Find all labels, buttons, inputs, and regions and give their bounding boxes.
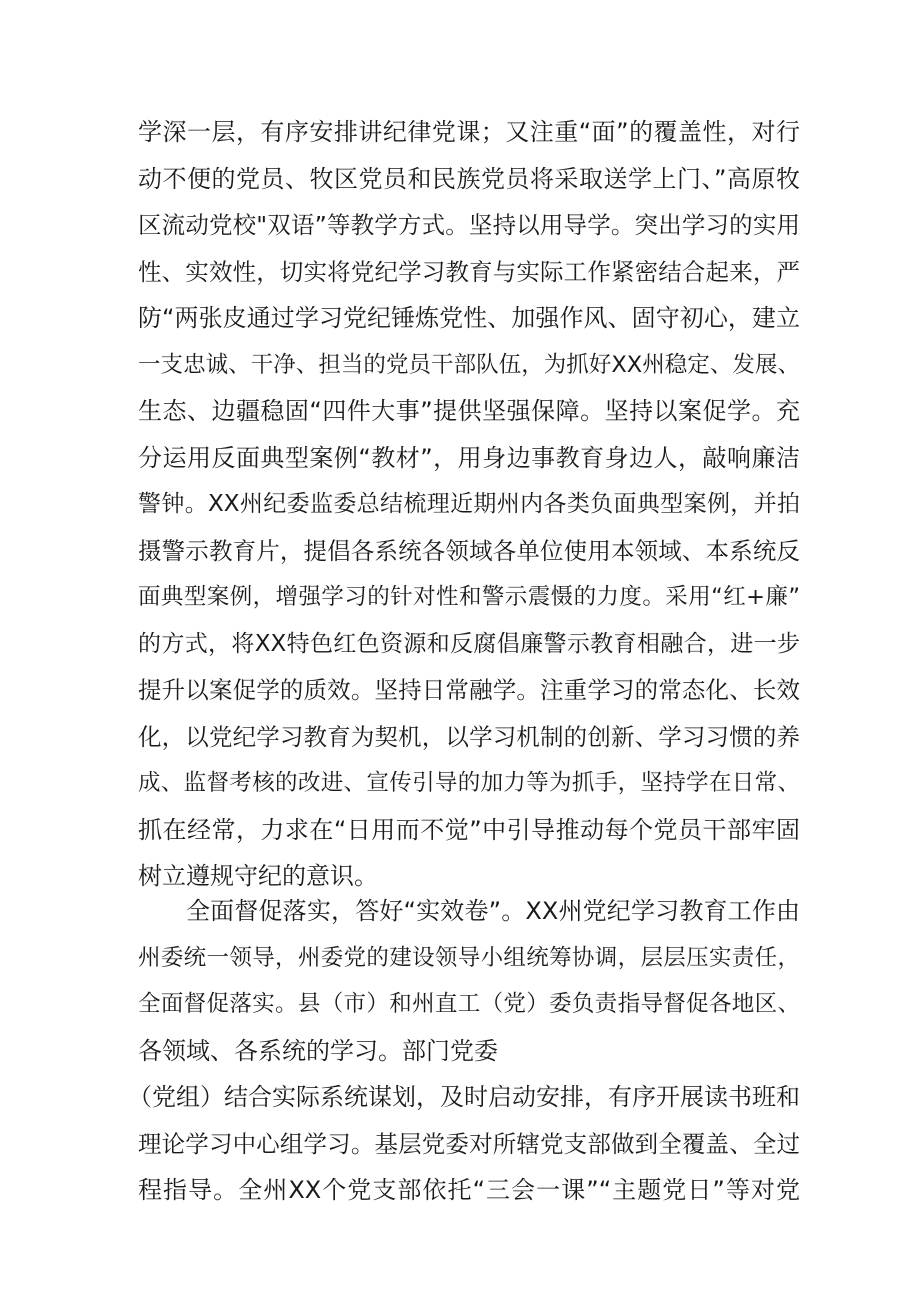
paragraph-line: 面典型案例，增强学习的针对性和警示震慑的力度。采用“红+廉” [138,584,800,610]
paragraph-line: 学深一层，有序安排讲纪律党课；又注重“面”的覆盖性，对行 [138,118,800,146]
paragraph-line: 分运用反面典型案例“教材”，用身边事教育身边人，敲响廉洁 [138,443,800,472]
body-paragraph-2 [128,888,800,1214]
paragraph-line: 化，以党纪学习教育为契机，以学习机制的创新、学习习惯的养 [138,722,800,751]
paragraph-line: 区流动党校"双语”等教学方式。坚持以用导学。突出学习的实用 [138,211,800,239]
paragraph-line: 树立遵规守纪的意识。 [138,862,378,890]
paragraph-line: 警钟。XX州纪委监委总结梳理近期州内各类负面典型案例，并拍 [138,491,800,517]
paragraph-line: 州委统一领导，州委党的建设领导小组统筹协调，层层压实责任， [138,944,800,971]
paragraph-line: 成、监督考核的改进、宣传引导的加力等为抓手，坚持学在日常、 [138,770,800,796]
paragraph-line: 一支忠诚、干净、担当的党员干部队伍，为抓好XX州稳定、发展、 [138,351,800,378]
paragraph-line: 全面督促落实，答好“实效卷”。XX州党纪学习教育工作由 [186,897,800,925]
paragraph-line: 的方式，将XX特色红色资源和反腐倡廉警示教育相融合，进一步 [138,630,800,657]
paragraph-line: 程指导。全州XX个党支部依托“三会一课”“主题党日”等对党 [138,1176,800,1204]
paragraph-line: 摄警示教育片，提倡各系统各领域各单位使用本领域、本系统反 [138,536,800,565]
body-paragraph-1 [138,109,800,900]
paragraph-line: 动不便的党员、牧区党员和民族党员将采取送学上门、”高原牧 [138,164,800,193]
paragraph-line: 提升以案促学的质效。坚持日常融学。注重学习的常态化、长效 [138,676,800,704]
paragraph-line: 理论学习中心组学习。基层党委对所辖党支部做到全覆盖、全过 [138,1129,800,1158]
paragraph-line: 防“两张皮通过学习党纪锤炼党性、加强作风、固守初心，建立 [138,304,800,332]
paragraph-line: 抓在经常，力求在“日用而不觉”中引导推动每个党员干部牢固 [138,815,800,844]
paragraph-line: 性、实效性，切实将党纪学习教育与实际工作紧密结合起来，严 [138,257,800,286]
paragraph-line: 生态、边疆稳固“四件大事”提供坚强保障。坚持以案促学。充 [138,397,800,425]
paragraph-line: 全面督促落实。县（市）和州直工（党）委负责指导督促各地区、 [138,991,800,1017]
paragraph-line: 各领域、各系统的学习。部门党委 [138,1036,498,1065]
paragraph-line: （党组）结合实际系统谋划，及时启动安排，有序开展读书班和 [128,1083,800,1111]
